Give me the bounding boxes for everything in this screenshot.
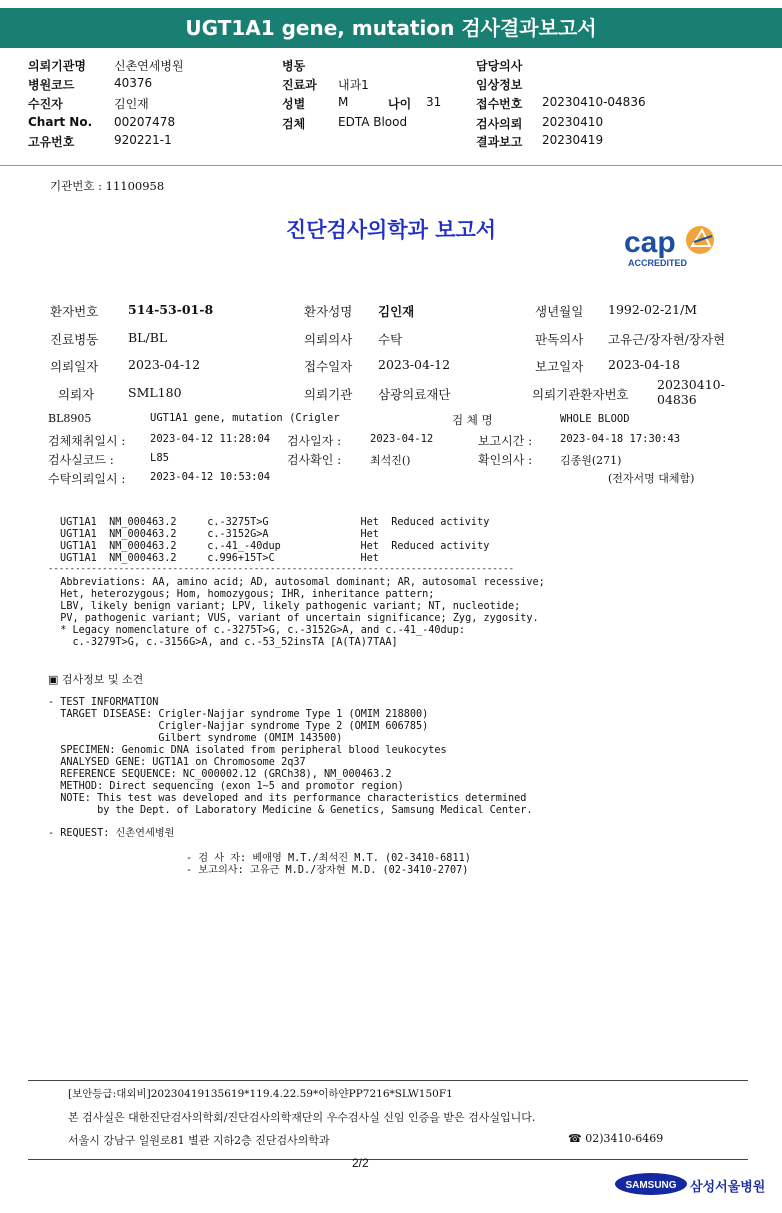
- header-value-unique-no: 920221-1: [114, 133, 172, 147]
- section-title: ▣ 검사정보 및 소견: [48, 673, 144, 686]
- cap-logo-text: cap: [624, 226, 676, 259]
- header-divider: [0, 165, 782, 166]
- patient-value-receipt-date: 2023-04-12: [378, 357, 451, 372]
- patient-value-req-institution: 삼광의료재단: [378, 387, 451, 402]
- lab-code-value: L85: [150, 452, 169, 464]
- patient-label-requester: 의뢰자: [58, 387, 95, 402]
- certification-text: 본 검사실은 대한진단검사의학회/진단검사의학재단의 우수검사실 신임 인증을 받은 검사실입니다.: [68, 1111, 536, 1124]
- patient-label-report-date: 보고일자: [535, 359, 584, 374]
- patient-label-receipt-date: 접수일자: [304, 359, 353, 374]
- hospital-name: 삼성서울병원: [690, 1180, 766, 1195]
- header-label-specimen: 검체: [282, 117, 306, 131]
- header-label-physician: 담당의사: [476, 59, 523, 73]
- patient-value-request-date: 2023-04-12: [128, 357, 201, 372]
- header-label-ward: 병동: [282, 59, 306, 73]
- patient-value-inst-patient-no-1: 20230410-: [657, 377, 725, 392]
- electronic-signature-note: (전자서명 대체함): [608, 472, 695, 485]
- collect-label: 검체채취일시 :: [48, 434, 126, 448]
- header-value-institution: 신촌연세병원: [114, 59, 184, 73]
- reporter-info: - 보고의사: 고유근 M.D./장자현 M.D. (02-3410-2707): [186, 865, 469, 876]
- security-string: [보안등급:대외비]20230419135619*119.4.22.59*이하얀PP7216*SLW150F1: [68, 1088, 453, 1100]
- header-label-unique-no: 고유번호: [28, 135, 75, 149]
- header-value-chart-no: 00207478: [114, 115, 176, 129]
- examiner-info: - 검 사 자: 베애영 M.T./최석진 M.T. (02-3410-6811): [186, 853, 471, 864]
- report-time-label: 보고시간 :: [478, 434, 533, 448]
- collect-value: 2023-04-12 11:28:04: [150, 433, 271, 445]
- test-name: UGT1A1 gene, mutation (Crigler: [150, 412, 340, 424]
- header-value-result-date: 20230419: [542, 133, 604, 147]
- header-label-accession-no: 접수번호: [476, 97, 523, 111]
- patient-value-name: 김인재: [378, 304, 415, 319]
- header-label-age: 나이: [388, 97, 412, 111]
- patient-value-report-date: 2023-04-18: [608, 357, 681, 372]
- patient-label-name: 환자성명: [304, 304, 353, 319]
- patient-value-inst-patient-no-2: 04836: [657, 392, 697, 407]
- header-label-hospital-code: 병원코드: [28, 78, 75, 92]
- header-label-result-date: 결과보고: [476, 135, 523, 149]
- header-label-institution: 의뢰기관명: [28, 59, 86, 73]
- patient-value-req-doctor: 수탁: [378, 332, 403, 347]
- header-label-department: 진료과: [282, 78, 317, 92]
- report-title: 진단검사의학과 보고서: [285, 218, 497, 242]
- lab-code-label: 검사실코드 :: [48, 453, 114, 467]
- test-date-value: 2023-04-12: [370, 433, 434, 445]
- test-date-label: 검사일자 :: [287, 434, 342, 448]
- variant-results: UGT1A1 NM_000463.2 c.-3275T>G Het Reduced activity UGT1A1 NM_000463.2 c.-3152G>A Het UGT1A1 NM_000463.2 c.-41_-40dup Het Reduced activity UGT1A1 NM_000463.2 c.996+15T>C Het: [60, 517, 490, 564]
- patient-label-request-date: 의뢰일자: [50, 359, 99, 374]
- test-code: BL8905: [48, 412, 92, 425]
- patient-value-id: 514-53-01-8: [128, 302, 214, 317]
- patient-label-ward: 진료병동: [50, 332, 99, 347]
- samsung-logo: [614, 1172, 688, 1196]
- samsung-logo-text: SAMSUNG: [625, 1180, 677, 1191]
- header-value-request-date: 20230410: [542, 115, 604, 129]
- header-value-age: 31: [426, 95, 442, 109]
- test-confirm-label: 검사확인 :: [287, 453, 342, 467]
- header-value-department: 내과1: [338, 78, 369, 92]
- patient-label-req-institution: 의뢰기관: [304, 387, 353, 402]
- patient-value-reading-doctor: 고유근/장자현/장자현: [608, 332, 726, 347]
- consign-label: 수탁의뢰일시 :: [48, 472, 126, 486]
- results-separator: --------------------------------------------------------------------------------------: [48, 564, 514, 574]
- test-confirm-value: 최석진(): [370, 454, 411, 467]
- patient-label-req-doctor: 의뢰의사: [304, 332, 353, 347]
- confirm-doctor-label: 확인의사 :: [478, 453, 533, 467]
- header-label-request-date: 검사의뢰: [476, 117, 523, 131]
- header-label-examinee: 수진자: [28, 97, 63, 111]
- abbreviations-text: Abbreviations: AA, amino acid; AD, autosomal dominant; AR, autosomal recessive; Het, heterozygous; Hom, homozygous; IHR, inheritance pattern; LBV, likely benign variant; LPV, likely pathogenic variant; NT, nucleotide; PV, pathogenic variant; VUS, variant of uncertain significance; Zyg, zygosity. * Legacy nomenclature of c.-3275T>G, c.-3152G>A, and c.-41_-40dup: c.-3279T>G, c.-3156G>A, and c.-53_52insTA [A(TA)7TAA]: [60, 577, 545, 648]
- confirm-doctor-value: 김종원(271): [560, 454, 622, 467]
- specimen-label: 검 체 명: [452, 413, 493, 427]
- patient-value-requester: SML180: [128, 385, 182, 400]
- header-value-examinee: 김인재: [114, 97, 149, 111]
- lab-address: 서울시 강남구 일원로81 별관 지하2층 진단검사의학과: [68, 1134, 330, 1147]
- cap-accredited-text: ACCREDITED: [628, 258, 688, 268]
- page-number: 2/2: [352, 1156, 369, 1170]
- patient-value-birth: 1992-02-21/M: [608, 302, 698, 317]
- test-information: - TEST INFORMATION TARGET DISEASE: Crigler-Najjar syndrome Type 1 (OMIM 218800) Crigler-Najjar syndrome Type 2 (OMIM 606785) Gilbert syndrome (OMIM 143500) SPECIMEN: Genomic DNA isolated from peripheral blood leukocytes ANALYSED GENE: UGT1A1 on Chromosome 2q37 REFERENCE SEQUENCE: NC_000002.12 (GRCh38), NM_000463.2 METHOD: Direct sequencing (exon 1~5 and promotor region) NOTE: This test was developed and its performance characteristics determined by the Dept. of Laboratory Medicine & Genetics, Samsung Medical Center.: [48, 697, 533, 816]
- patient-label-reading-doctor: 판독의사: [535, 332, 584, 347]
- specimen-value: WHOLE BLOOD: [560, 413, 630, 425]
- institution-number: 기관번호 : 11100958: [50, 179, 165, 193]
- patient-value-ward: BL/BL: [128, 330, 168, 345]
- report-banner-title: UGT1A1 gene, mutation 검사결과보고서: [0, 8, 782, 48]
- header-label-sex: 성별: [282, 97, 306, 111]
- header-value-sex: M: [338, 95, 349, 109]
- patient-label-inst-patient-no: 의뢰기관환자번호: [532, 387, 629, 402]
- header-label-chart-no: Chart No.: [28, 115, 93, 129]
- cap-accredited-logo: [622, 222, 722, 270]
- header-value-specimen: EDTA Blood: [338, 115, 408, 129]
- report-time-value: 2023-04-18 17:30:43: [560, 433, 681, 445]
- lab-phone: ☎ 02)3410-6469: [568, 1132, 664, 1145]
- header-label-clinical-info: 임상정보: [476, 78, 523, 92]
- request-info: - REQUEST: 신촌연세병원: [48, 828, 175, 839]
- patient-label-id: 환자번호: [50, 304, 99, 319]
- consign-value: 2023-04-12 10:53:04: [150, 471, 271, 483]
- header-value-accession-no: 20230410-04836: [542, 95, 646, 109]
- header-value-hospital-code: 40376: [114, 76, 153, 90]
- patient-label-birth: 생년월일: [535, 304, 584, 319]
